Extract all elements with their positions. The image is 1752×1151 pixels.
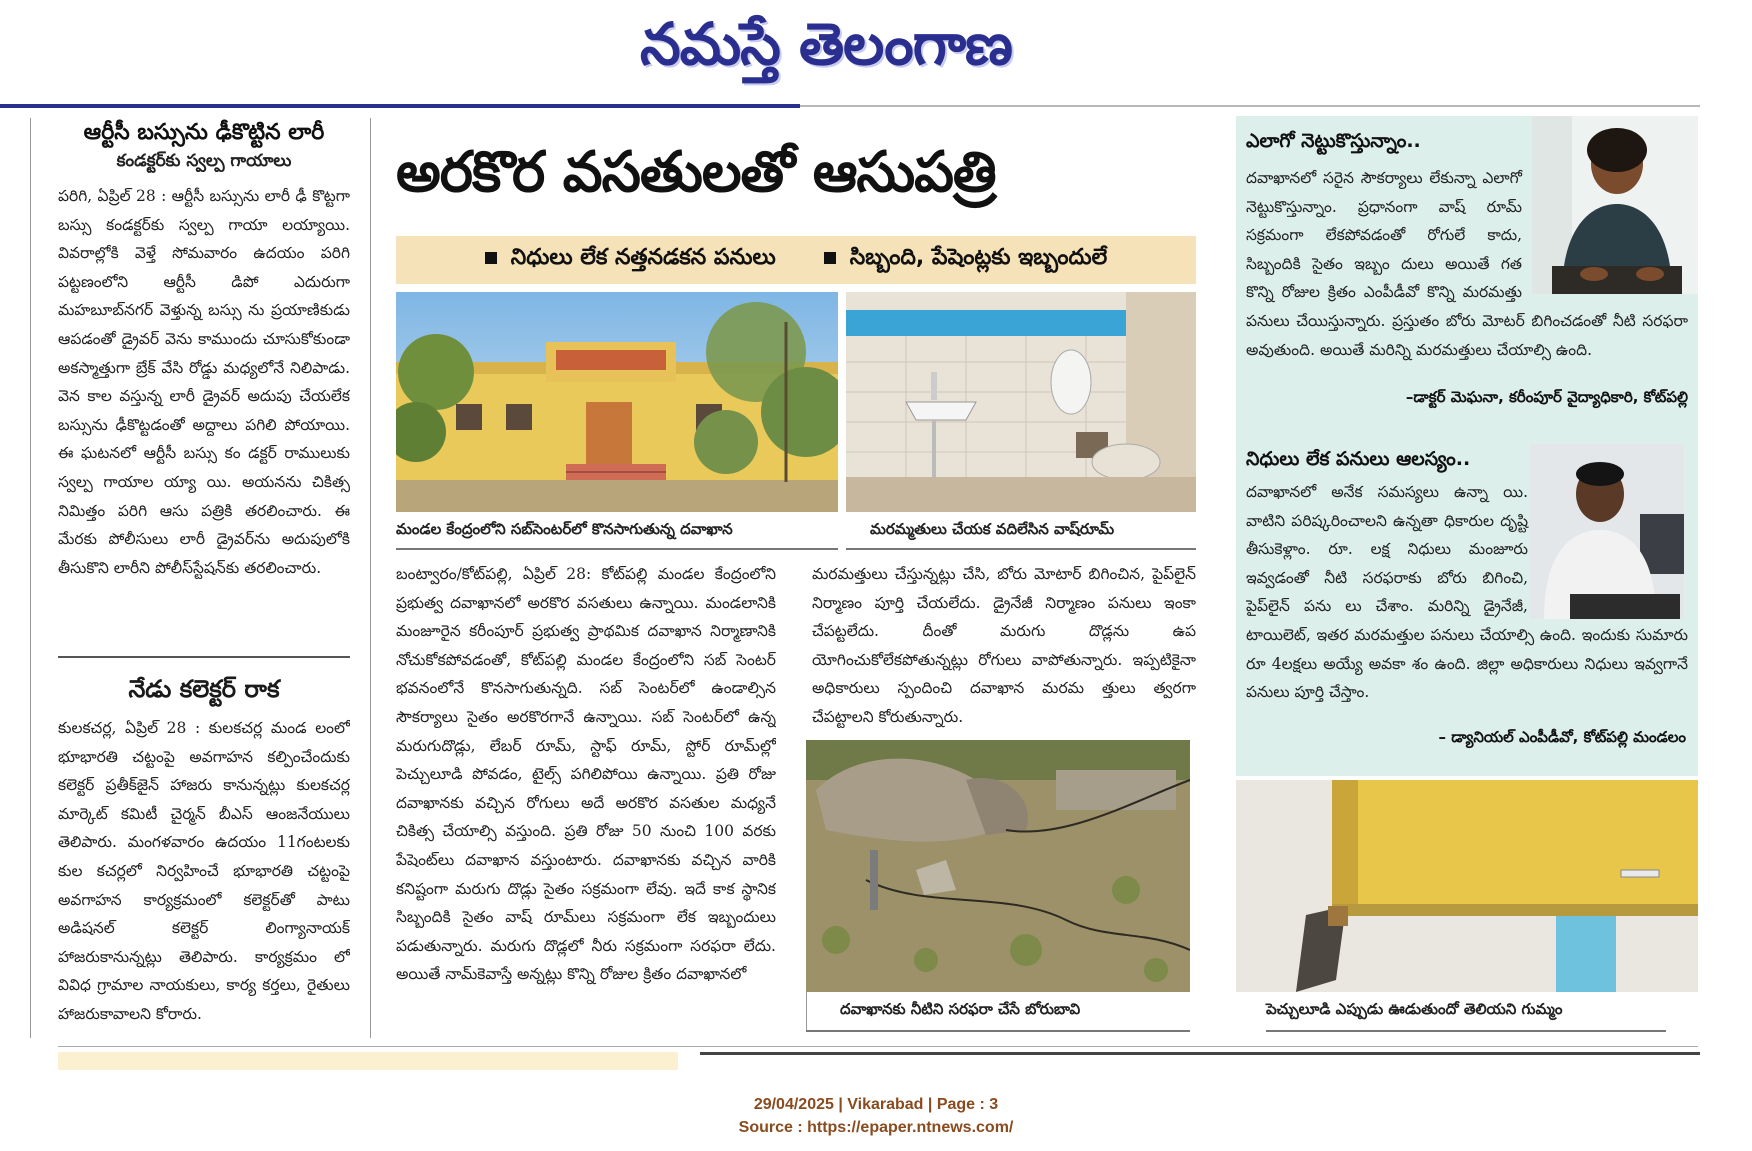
story-subhead: కండక్టర్‌కు స్వల్ప గాయాలు [116,151,292,171]
story-body: కులకచర్ల, ఏప్రిల్ 28 : కులకచర్ల మండ లంలో భూభారతి చట్టంపై అవగాహన కల్పించేందుకు కలెక్టర్ ప్రతీక్‌జైన్ హాజరు కానున్నట్లు కులకచర్ల మార్కెట్ కమిటీ చైర్మన్ బీఎస్ ఆంజనేయులు తెలిపారు. మంగళవారం ఉదయం 11గంటలకు కుల కచర్లలో నిర్వహించే భూభారతి చట్టంపై అవగాహన కార్యక్రమంలో కలెక్టర్‌తో పాటు అడిషనల్ కలెక్టర్ లింగ్యానాయక్ హాజరుకానున్నట్లు తెలిపారు. కార్యక్రమం లో వివిధ గ్రామాల నాయకులు, కార్య కర్తలు, రైతులు హాజరుకావాలని కోరారు. [58,719,350,1023]
story-headline: ఆర్టీసీ బస్సును ఢీకొట్టిన లారీ [83,120,325,145]
door-frame-photo [1236,780,1698,992]
quote-signature: – డ్యానియల్ ఎంపీడీవో, కోట్‌పల్లి మండలం [1438,728,1686,746]
photo-caption: దవాఖానకు నీటిని సరఫరా చేసే బోరుబావి [840,1000,1081,1018]
page-bottom-rule [58,1046,1698,1047]
article-column: బంట్వారం/కోట్‌పల్లి, ఏప్రిల్ 28: కోట్‌పల్లి మండల కేంద్రంలోని ప్రభుత్వ దవాఖానలో అరకొర వసతులు ఉన్నాయి. మండలానికి మంజూరైన కరీంపూర్ ప్రభుత్వ ప్రాథమిక దవాఖాన నిర్మాణానికి నోచుకోకపోవడంతో, కోట్‌పల్లి మండల కేంద్రంలోని సబ్ సెంటర్ భవనంలోనే కొనసాగుతున్నది. సబ్ సెంటర్‌లో ఉండాల్సిన సౌకర్యాలు సైతం అరకొరగానే ఉన్నాయి. సబ్ సెంటర్‌లో ఉన్న మరుగుదొడ్లు, లేబర్ రూమ్, స్టాఫ్ రూమ్, స్టోర్ రూమ్‌ల్లో పెచ్చులూడి పోవడం, టైల్స్ పగిలిపోయి ఉన్నాయి. ప్రతి రోజు దవాఖానకు వచ్చిన రోగులు అదే అరకొర వసతుల మధ్యనే చికిత్స చేయాల్సి వస్తుంది. ప్రతి రోజు 50 నుంచి 100 వరకు పేషెంట్‌లు దవాఖాన వస్తుంటారు. దవాఖానకు వచ్చిన వారికి కనిష్టంగా మరుగు దొడ్లు సైతం సక్రమంగా లేవు. ఇదే కాక స్థానిక సిబ్బందికి సైతం వాష్ రూమ్‌లు సక్రమంగా లేక ఇబ్బందులు పడుతున్నారు. మరుగు దొడ్లలో నీరు సక్రమంగా సరఫరా లేదు. అయితే నామ్‌కెవాస్తే అన్నట్లు కొన్ని రోజుల క్రితం దవాఖానలో [396,565,776,984]
quote-box [1236,444,1698,776]
quote-body: దవాఖానలో అనేక సమస్యలు ఉన్నా యి. వాటిని పరిష్కరించాలని ఉన్నతా ధికారుల దృష్టి తీసుకెళ్లాం. రూ. లక్ష నిధులు మంజూరు ఇవ్వడంతో నీటి సరఫరాకు బోరు బిగించి, పైప్‌లైన్ పను లు చేశాం. మరిన్ని డ్రైనేజీ, టాయిలెట్, ఇతర మరమత్తుల పనులు చేయాల్సి ఉంది. ఇందుకు సుమారు రూ 4లక్షలు అయ్యే అవకా శం ఉంది. జిల్లా అధికారులు నిధులు ఇవ్వగానే పనులు పూర్తి చేస్తాం. [1246,483,1688,702]
quote-headline: ఎలాగో నెట్టుకొస్తున్నాం.. [1246,130,1421,152]
story-separator [58,656,350,658]
next-story-rule [700,1052,1700,1068]
quote-signature: –డాక్టర్ మెఘనా, కరీంపూర్ వైద్యాధికారి, కోట్‌పల్లి [1405,388,1688,406]
left-column [58,118,350,1054]
photo-caption: మరమ్మతులు చేయక వదిలేసిన వాష్‌రూమ్ [870,520,1115,538]
column-rule [30,118,31,1038]
masthead-rule [0,104,800,108]
quote-headline: నిధులు లేక పనులు ఆలస్యం.. [1246,448,1471,470]
source-link[interactable]: Source : https://epaper.ntnews.com/ [738,1119,1014,1136]
deck-item: నిధులు లేక నత్తనడకన పనులు [485,245,776,275]
next-story-strip [58,1052,678,1070]
edition-info: 29/04/2025 | Vikarabad | Page : 3 [753,1096,999,1113]
caption-rule [806,1030,1190,1032]
photo-caption: పెచ్చులూడి ఎప్పుడు ఊడుతుందో తెలియని గుమ్మం [1266,1000,1563,1018]
main-headline: అరకొర వసతులతో ఆసుపత్రి [396,140,996,205]
masthead [0,0,1752,88]
page-footer [0,1093,1752,1139]
masthead-rule-grey [800,105,1700,107]
deck-item: సిబ్బంది, పేషెంట్లకు ఇబ్బందులే [824,245,1107,275]
story-body: పరిగి, ఏప్రిల్ 28 : ఆర్టీసీ బస్సును లారీ ఢీ కొట్టగా బస్సు కండక్టర్‌కు స్వల్ప గాయా లయ్యాయి. వివరాల్లోకి వెళ్తే సోమవారం ఉదయం పరిగి పట్టణంలోని ఆర్టీసీ డిపో ఎదురుగా మహబూబ్‌నగర్ వెళ్తున్న బస్సు ను ప్రయాణికుడు ఆపడంతో డ్రైవర్ వెను కాముందు చూసుకోకుండా అకస్మాత్తుగా బ్రేక్ వేసి రోడ్డు మధ్యలోనే నిలిపాడు. వెన కాల వస్తున్న లారీ డ్రైవర్ అదుపు చేయలేక బస్సును ఢీకొట్టడంతో అద్దాలు పగిలి పోయాయి. ఈ ఘటనలో ఆర్టీసీ బస్సు కం డక్టర్ రాములుకు స్వల్ప గాయాల య్యా యి. అయనను చికిత్స నిమిత్తం పరిగి ఆసు పత్రికి తరలించారు. ఈ మేరకు పోలీసులు లారీ డ్రైవర్‌ను అదుపులోకి తీసుకొని లారీని పోలీస్‌స్టేషన్‌కు తరలించారు. [58,187,350,577]
caption-rule [1266,1030,1666,1032]
bullet-icon [824,252,836,264]
quote-body: దవాఖానలో సరైన సౌకర్యాలు లేకున్నా ఎలాగో నెట్టుకొస్తున్నాం. ప్రధానంగా వాష్ రూమ్ సక్రమంగా లేకపోవడంతో రోగులే కాదు, సిబ్బందికి సైతం ఇబ్బం దులు అయితే గత కొన్ని రోజుల క్రితం ఎంపీడీవో కొన్ని మరమత్తు పనులు చేయిస్తున్నారు. ప్రస్తుతం బోరు మోటర్ బిగించడంతో నీటి సరఫరా అవుతుంది. అయితే మరిన్ని మరమత్తులు చేయాల్సి ఉంది. [1246,169,1688,359]
photo-caption: మండల కేంద్రంలోని సబ్‌సెంటర్‌లో కొనసాగుతున్న దవాఖాన [396,520,733,538]
borewell-photo [806,740,1190,992]
caption-rule [846,548,1196,550]
caption-rule [396,548,838,550]
column-rule [370,118,371,1038]
article-column: మరమత్తులు చేస్తున్నట్లు చేసి, బోరు మోటార్ బిగించిన, పైప్‌లైన్ నిర్మాణం పూర్తి చేయలేదు. డ్రైనేజీ నిర్మాణం పనులు ఇంకా చేపట్టలేదు. దీంతో మరుగు దొడ్లను ఉప యోగించుకోలేకపోతున్నట్లు రోగులు వాపోతున్నారు. ఇప్పటికైనా అధికారులు స్పందించి దవాఖాన మరమ త్తులు త్వరగా చేపట్టాలని కోరుతున్నారు. [812,565,1196,726]
washroom-photo [846,292,1196,512]
quote-box [1236,116,1698,444]
bullet-icon [485,252,497,264]
newspaper-logo: నమస్తే తెలంగాణ [640,10,1012,78]
story-headline: నేడు కలెక్టర్ రాక [128,675,280,703]
headline-deck [396,236,1196,284]
hospital-photo [396,292,838,512]
